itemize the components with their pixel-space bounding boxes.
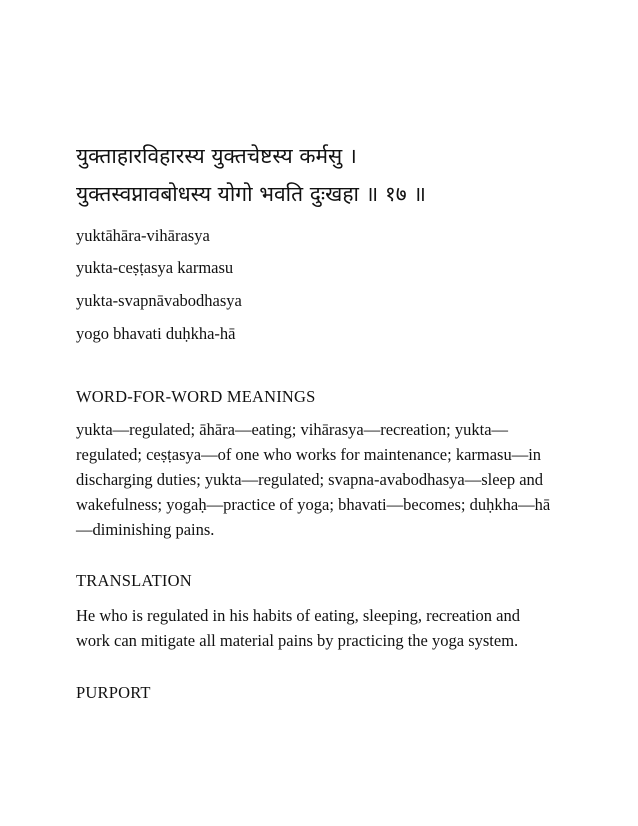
translation-text: He who is regulated in his habits of eating, sleeping, recreation and work can mitigate all material pains by practicing the yoga system.	[76, 606, 520, 650]
translation-heading: TRANSLATION	[76, 571, 192, 590]
sanskrit-verse-line-2: युक्तस्वप्नावबोधस्य योगो भवति दुःखहा ॥ १७ ॥	[76, 182, 426, 206]
transliteration-line-4: yogo bhavati duḥkha-hā	[76, 324, 236, 343]
purport-heading: PURPORT	[76, 683, 151, 702]
word-meanings-text: yukta—regulated; āhāra—eating; vihārasya—recreation; yukta—regulated; ceṣṭasya—of one who works for maintenance; karmasu—in discharging duties; yukta—regulated; svapna-avabodhasya—sleep and wakefulness; yogaḥ—practice of yoga; bhavati—becomes; duḥkha—hā—diminishing pains.	[76, 420, 551, 539]
transliteration-line-2: yukta-ceṣṭasya karmasu	[76, 258, 234, 277]
transliteration-line-3: yukta-svapnāvabodhasya	[76, 291, 242, 310]
sanskrit-verse-line-1: युक्ताहारविहारस्य युक्तचेष्टस्य कर्मसु ।	[76, 144, 357, 168]
transliteration-line-1: yuktāhāra-vihārasya	[76, 226, 210, 245]
word-meanings-heading: WORD-FOR-WORD MEANINGS	[76, 387, 316, 406]
